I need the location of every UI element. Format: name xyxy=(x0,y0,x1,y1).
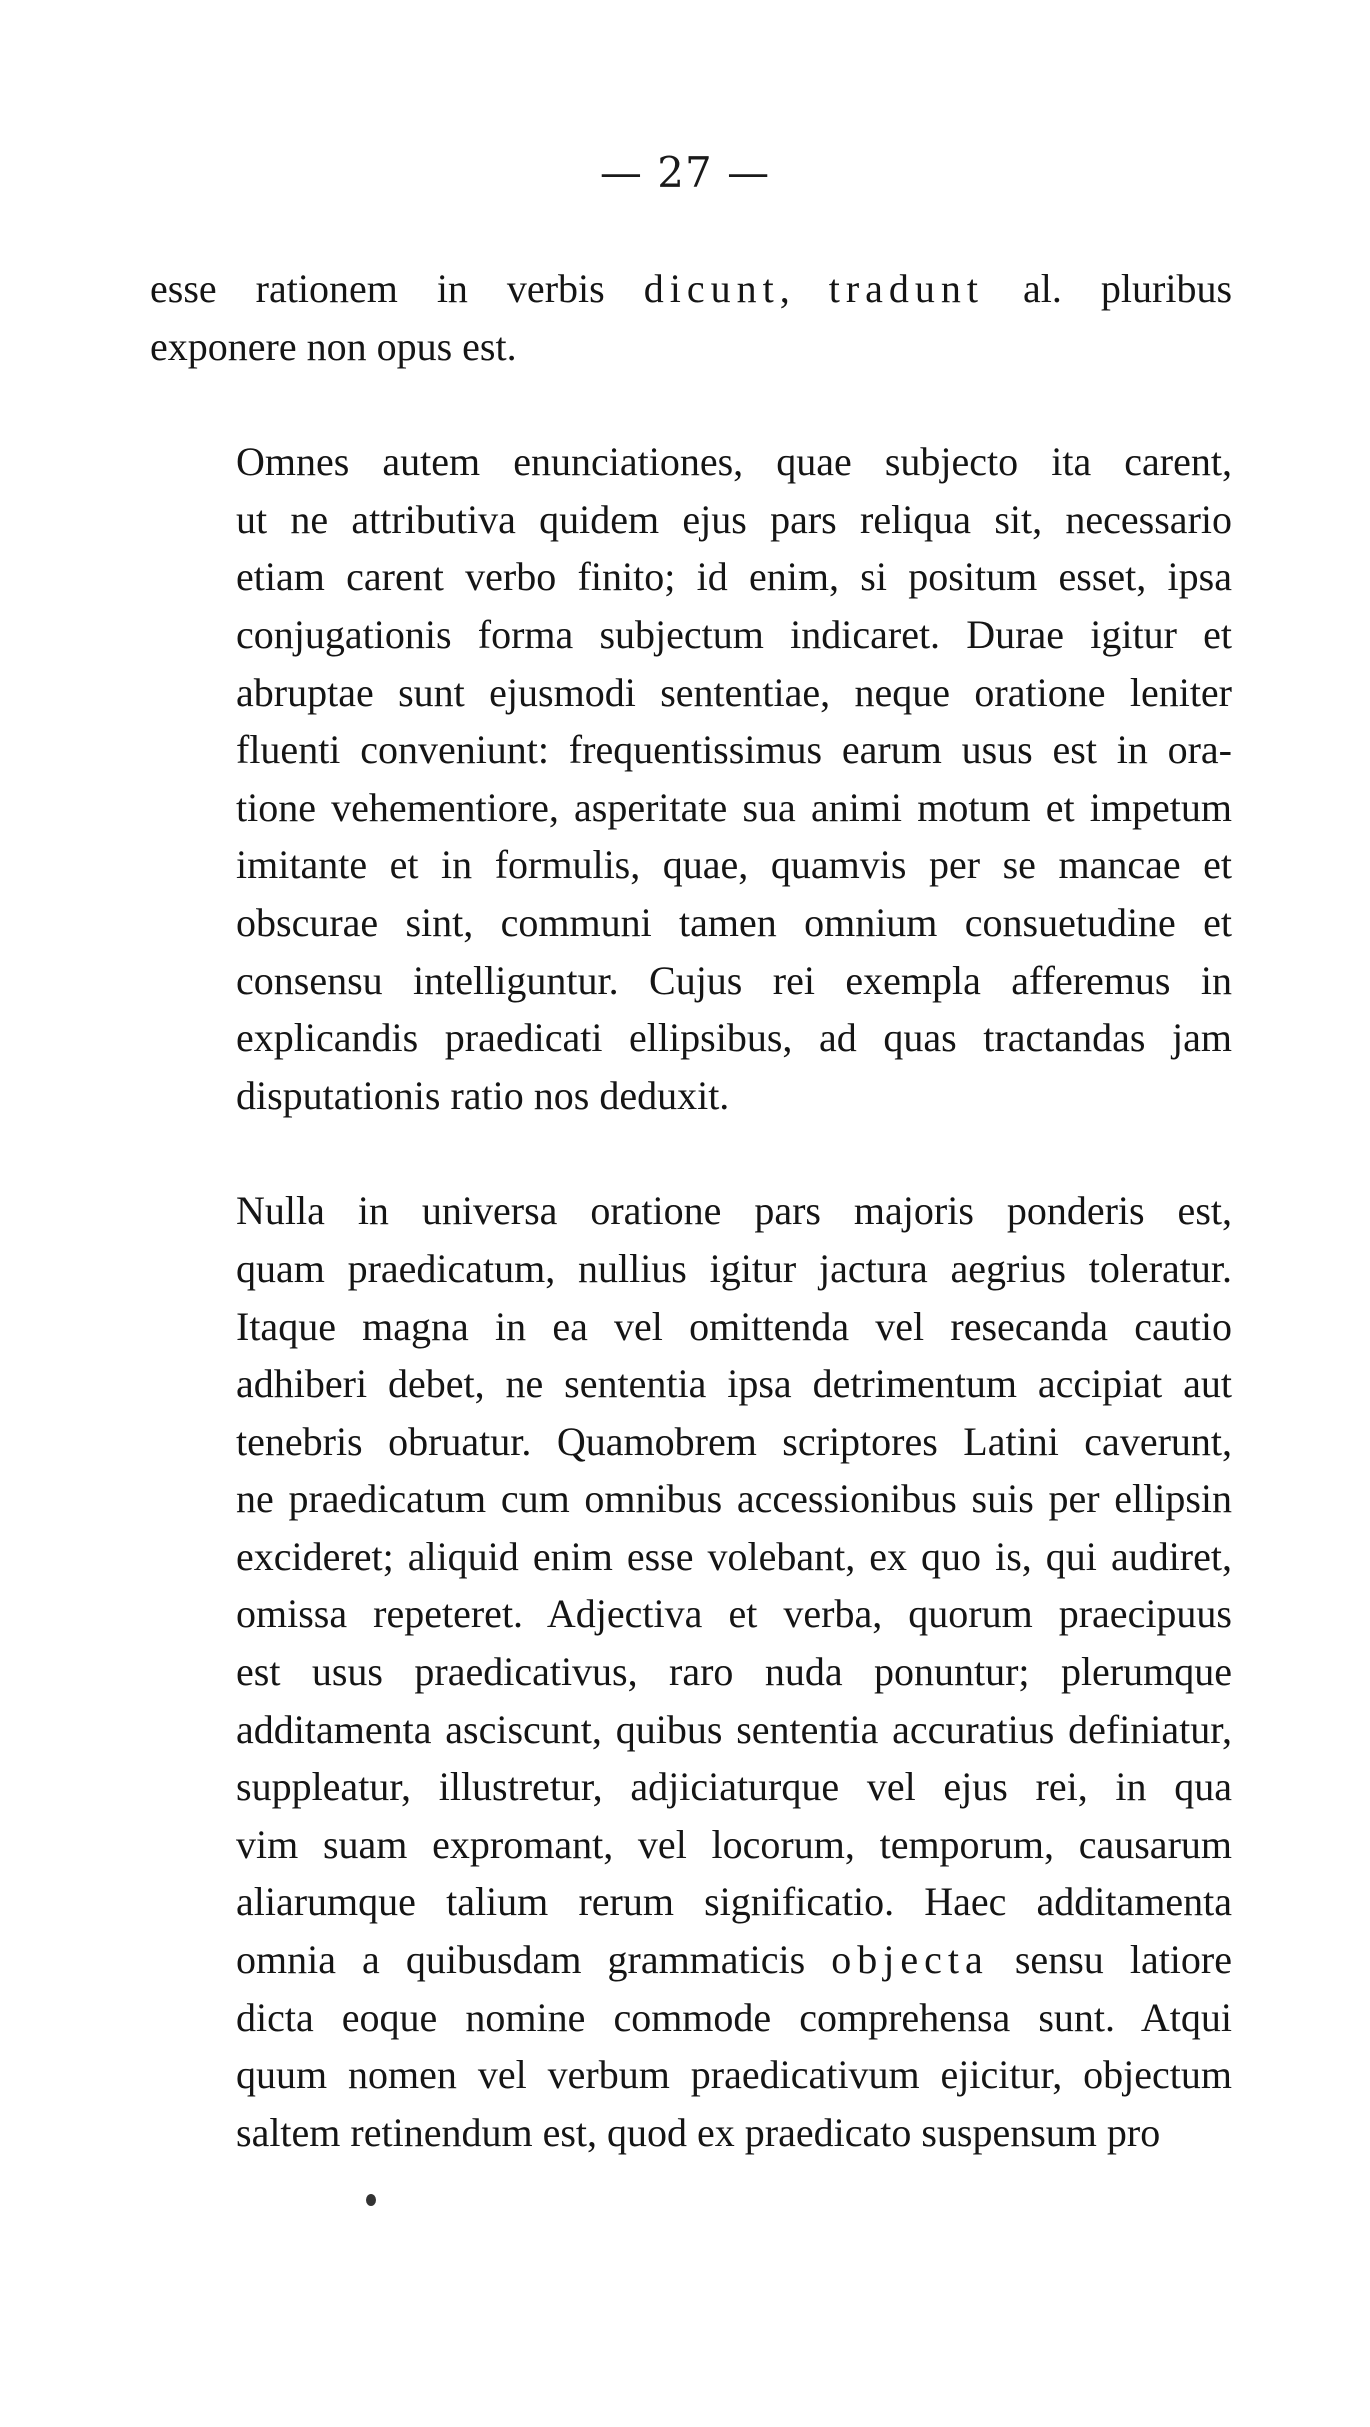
text-run: , xyxy=(779,266,829,311)
text-line xyxy=(150,1816,1232,1874)
text-line xyxy=(150,433,1232,491)
text-run: disputationis ratio nos deduxit. xyxy=(236,1072,730,1118)
text-line xyxy=(150,1298,1232,1356)
text-line xyxy=(150,1528,1232,1586)
text-line xyxy=(150,779,1232,837)
text-line xyxy=(150,606,1232,664)
text-run: esse rationem in verbis xyxy=(150,266,644,311)
text-line xyxy=(150,1009,1232,1067)
text-line xyxy=(150,1758,1232,1816)
text-line xyxy=(150,1643,1232,1701)
text-run: quam praedicatum, nullius igitur jactura aegrius toleratur. xyxy=(236,1245,1232,1291)
ink-speck-mark xyxy=(366,2194,376,2206)
text-line xyxy=(150,1067,1232,1125)
emphasized-word: objecta xyxy=(831,1937,989,1983)
emphasized-word: tradunt xyxy=(828,266,985,311)
text-run: additamenta asciscunt, quibus sententia accuratius definiatur, xyxy=(236,1706,1232,1752)
paragraph-1 xyxy=(150,260,1232,375)
text-line xyxy=(150,2046,1232,2104)
text-run: consensu intelliguntur. Cujus rei exempla afferemus in xyxy=(236,957,1232,1003)
text-run: tione vehementiore, asperitate sua animi motum et impetum xyxy=(236,784,1232,830)
text-run: etiam carent verbo finito; id enim, si positum esset, ipsa xyxy=(236,554,1232,600)
text-run: sensu latiore xyxy=(988,1937,1232,1983)
text-run: vim suam expromant, vel locorum, temporum, causarum xyxy=(236,1821,1232,1867)
text-run: imitante et in formulis, quae, quamvis per se mancae et xyxy=(236,842,1232,888)
text-run: fluenti conveniunt: frequentissimus earum usus est in ora- xyxy=(236,727,1232,773)
text-run: adhiberi debet, ne sententia ipsa detrimentum accipiat aut xyxy=(236,1361,1232,1407)
text-line xyxy=(150,894,1232,952)
text-run: ne praedicatum cum omnibus accessionibus suis per ellipsin xyxy=(236,1476,1232,1522)
text-run: exponere non opus est. xyxy=(150,323,517,369)
text-line xyxy=(150,548,1232,606)
text-line xyxy=(150,721,1232,779)
text-line xyxy=(150,1701,1232,1759)
text-line xyxy=(150,1470,1232,1528)
text-run: quum nomen vel verbum praedicativum ejicitur, objectum xyxy=(236,2052,1232,2098)
text-run: Nulla in universa oratione pars majoris ponderis est, xyxy=(236,1188,1232,1234)
text-line xyxy=(150,664,1232,722)
text-line xyxy=(150,1585,1232,1643)
text-run: saltem retinendum est, quod ex praedicato suspensum pro xyxy=(236,2109,1161,2155)
text-run: est usus praedicativus, raro nuda ponuntur; plerumque xyxy=(236,1649,1232,1695)
text-line xyxy=(150,836,1232,894)
text-line xyxy=(150,318,1232,376)
text-run: omissa repeteret. Adjectiva et verba, quorum praecipuus xyxy=(236,1591,1232,1637)
text-line xyxy=(150,491,1232,549)
text-run: explicandis praedicati ellipsibus, ad quas tractandas jam xyxy=(236,1015,1232,1061)
text-line xyxy=(150,1182,1232,1240)
text-run: conjugationis forma subjectum indicaret. Durae igitur et xyxy=(236,611,1232,657)
text-line xyxy=(150,952,1232,1010)
text-line xyxy=(150,1355,1232,1413)
text-line xyxy=(150,1989,1232,2047)
text-run: Omnes autem enunciationes, quae subjecto ita carent, xyxy=(236,439,1232,485)
emphasized-word: dicunt xyxy=(643,266,780,311)
text-run: al. pluribus xyxy=(984,266,1233,311)
page-number: — 27 — xyxy=(599,148,771,197)
paragraph-3 xyxy=(150,1182,1232,2161)
text-run: tenebris obruatur. Quamobrem scriptores Latini caverunt, xyxy=(236,1418,1232,1464)
text-line xyxy=(150,260,1232,318)
text-line xyxy=(150,2104,1232,2162)
text-run: suppleatur, illustretur, adjiciaturque vel ejus rei, in qua xyxy=(236,1764,1232,1810)
text-run: omnia a quibusdam grammaticis xyxy=(236,1937,832,1983)
text-line xyxy=(150,1240,1232,1298)
text-run: ut ne attributiva quidem ejus pars reliqua sit, necessario xyxy=(236,496,1232,542)
text-line xyxy=(150,1413,1232,1471)
text-run: dicta eoque nomine commode comprehensa sunt. Atqui xyxy=(236,1994,1232,2040)
text-line xyxy=(150,1873,1232,1931)
text-run: aliarumque talium rerum significatio. Haec additamenta xyxy=(236,1879,1232,1925)
text-line xyxy=(150,1931,1232,1989)
text-run: excideret; aliquid enim esse volebant, ex quo is, qui audiret, xyxy=(236,1533,1232,1579)
paragraph-2 xyxy=(150,433,1232,1124)
text-run: Itaque magna in ea vel omittenda vel resecanda cautio xyxy=(236,1303,1232,1349)
text-run: obscurae sint, communi tamen omnium consuetudine et xyxy=(236,899,1232,945)
text-run: abruptae sunt ejusmodi sententiae, neque oratione leniter xyxy=(236,669,1232,715)
body-text xyxy=(150,260,1232,2161)
